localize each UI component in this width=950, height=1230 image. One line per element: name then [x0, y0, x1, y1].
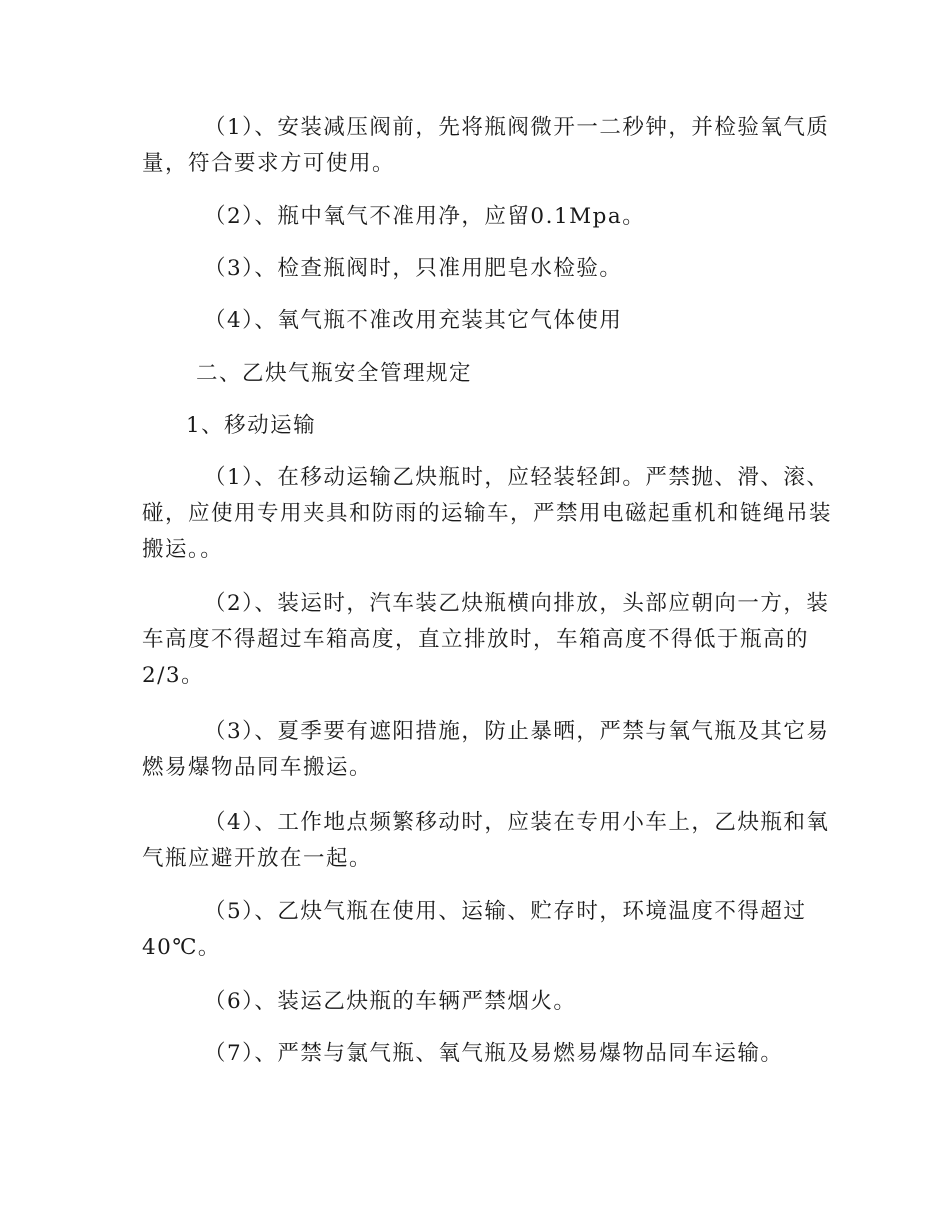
- paragraph-oxygen-2: [142, 199, 802, 235]
- paragraph-oxygen-3: [142, 251, 802, 287]
- text-line: 碰，应使用专用夹具和防雨的运输车，严禁用电磁起重机和链绳吊装: [142, 501, 833, 526]
- text-line: （2）、装运时，汽车装乙炔瓶横向排放，头部应朝向一方，装: [204, 591, 830, 616]
- section-title: 二、乙炔气瓶安全管理规定: [196, 361, 473, 386]
- text-line: （1）、安装减压阀前，先将瓶阀微开一二秒钟，并检验氧气质: [204, 115, 830, 140]
- paragraph-transport-2: [142, 586, 830, 694]
- paragraph-transport-7: [142, 1036, 802, 1072]
- section-heading-acetylene: [142, 356, 802, 392]
- text-line: 量，符合要求方可使用。: [142, 151, 396, 176]
- text-line: （4）、氧气瓶不准改用充装其它气体使用: [204, 308, 623, 333]
- text-line: （6）、装运乙炔瓶的车辆严禁烟火。: [204, 989, 577, 1014]
- paragraph-transport-6: [142, 984, 802, 1020]
- paragraph-transport-5: [142, 894, 807, 966]
- subsection-title: 1、移动运输: [186, 413, 317, 438]
- text-line: 气瓶应避开放在一起。: [142, 846, 373, 871]
- text-line: （3）、检查瓶阀时，只准用肥皂水检验。: [204, 256, 623, 281]
- text-line: 40℃。: [142, 935, 221, 960]
- text-line: 车高度不得超过车箱高度，直立排放时，车箱高度不得低于瓶高的: [142, 627, 810, 652]
- text-line: 燃易爆物品同车搬运。: [142, 755, 373, 780]
- text-line: （5）、乙炔气瓶在使用、运输、贮存时，环境温度不得超过: [204, 899, 807, 924]
- paragraph-transport-1: [142, 460, 833, 568]
- paragraph-transport-3: [142, 714, 830, 786]
- text-line: 搬运。。: [142, 537, 224, 562]
- text-line: 2/3。: [142, 663, 205, 688]
- text-line: （3）、夏季要有遮阳措施，防止暴晒，严禁与氧气瓶及其它易: [204, 719, 830, 744]
- text-line: （4）、工作地点频繁移动时，应装在专用小车上，乙炔瓶和氧: [204, 810, 830, 835]
- text-line: （1）、在移动运输乙炔瓶时，应轻装轻卸。严禁抛、滑、滚、: [204, 465, 830, 490]
- paragraph-oxygen-1: [142, 110, 830, 182]
- paragraph-transport-4: [142, 805, 830, 877]
- subsection-heading-transport: [142, 408, 802, 444]
- text-line: （7）、严禁与氯气瓶、氧气瓶及易燃易爆物品同车运输。: [204, 1041, 784, 1066]
- paragraph-oxygen-4: [142, 303, 802, 339]
- text-line: （2）、瓶中氧气不准用净，应留0.1Mpa。: [204, 204, 646, 229]
